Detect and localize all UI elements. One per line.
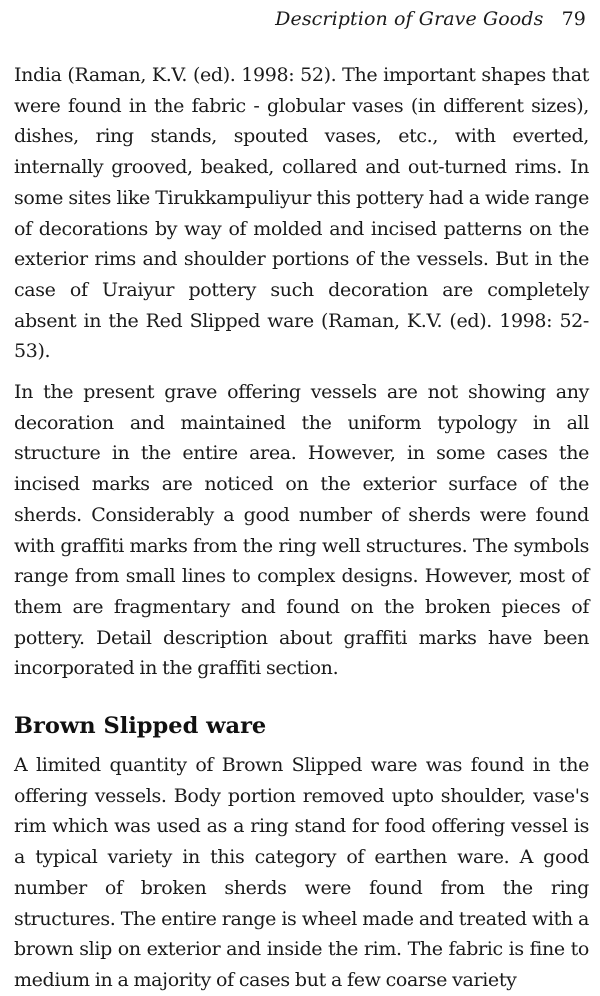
section-heading: Brown Slipped ware bbox=[14, 713, 267, 740]
page-number: 79 bbox=[561, 8, 586, 30]
paragraph-brown-slipped-ware: A limited quantity of Brown Slipped ware was found in the offering vessels. Body portion removed upto shoulder, vase's rim which was used as a ring stand for food offering vessel is a typical variety in this category of earthen ware. A good number of broken sherds were found from the ring structures. The entire range is wheel made and treated with a brown slip on exterior and inside the rim. The fabric is fine to medium in a majority of cases but a few coarse variety bbox=[14, 754, 589, 991]
running-header bbox=[275, 8, 586, 30]
paragraph-continued: India (Raman, K.V. (ed). 1998: 52). The important shapes that were found in the fabric - globular vases (in different sizes), dishes, ring stands, spouted vases, etc., with everted, internally grooved, beaked, collared and out-turned rims. In some sites like Tirukkampuliyur this pottery had a wide range of decorations by way of molded and incised patterns on the exterior rims and shoulder portions of the vessels. But in the case of Uraiyur pottery such decoration are completely absent in the Red Slipped ware (Raman, K.V. (ed). 1998: 52-53). bbox=[14, 64, 589, 363]
paragraph-grave-offering: In the present grave offering vessels are not showing any decoration and maintained the uniform typology in all structure in the entire area. However, in some cases the incised marks are noticed on the exterior surface of the sherds. Considerably a good number of sherds were found with graffiti marks from the ring well structures. The symbols range from small lines to complex designs. However, most of them are fragmentary and found on the broken pieces of pottery. Detail description about graffiti marks have been incorporated in the graffiti section. bbox=[14, 381, 589, 680]
running-header-title: Description of Grave Goods bbox=[275, 8, 544, 30]
body-text bbox=[14, 60, 589, 996]
